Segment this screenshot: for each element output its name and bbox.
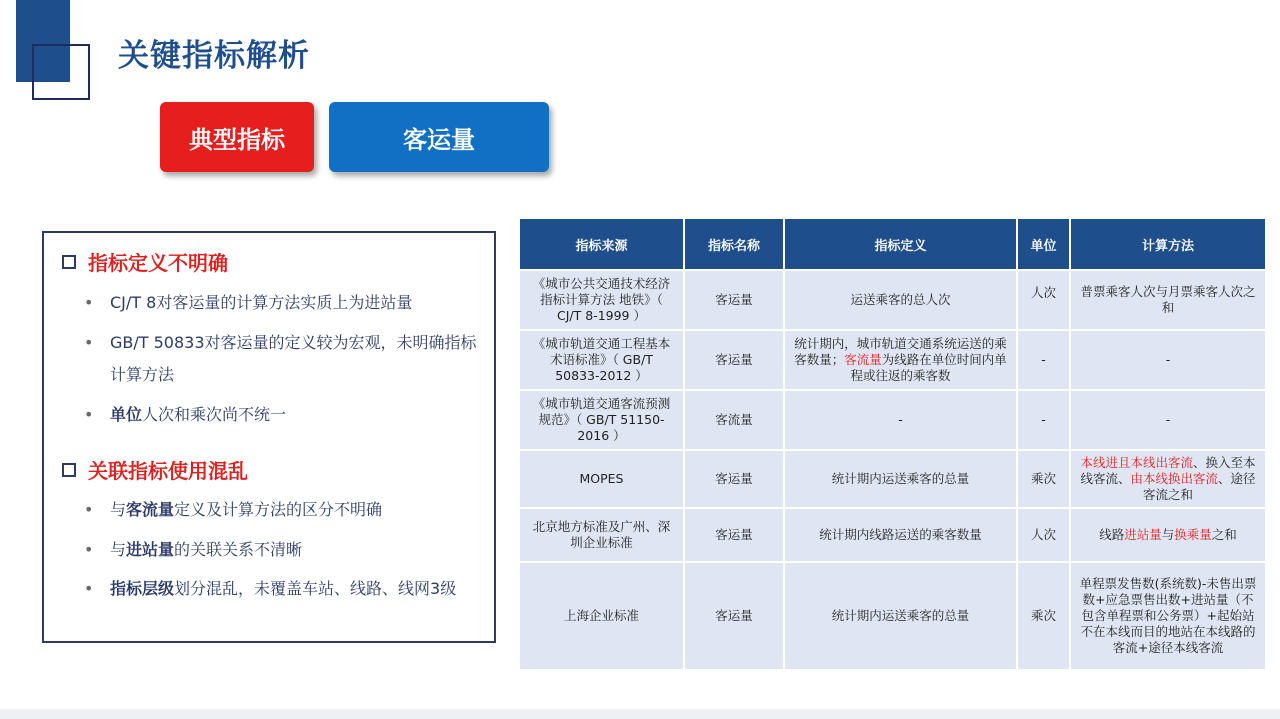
cell-source: 北京地方标准及广州、深圳企业标准 xyxy=(519,508,684,562)
cell-method: 单程票发售数(系统数)-未售出票数+应急票售出数+进站量（不包含单程票和公务票）+起始站不在本线而目的地站在本线路的客流+途径本线客流 xyxy=(1070,562,1266,670)
page-title: 关键指标解析 xyxy=(118,38,310,74)
cell-method: 普票乘客人次与月票乘客人次之和 xyxy=(1070,270,1266,330)
cell-source: 《城市轨道交通工程基本术语标准》（ GB/T 50833-2012 ） xyxy=(519,330,684,390)
cell-definition: - xyxy=(784,390,1017,450)
table-row xyxy=(519,562,1266,670)
cell-name: 客流量 xyxy=(684,390,784,450)
bullet-dot-icon: • xyxy=(84,579,94,598)
section-heading-related xyxy=(62,455,248,484)
indicator-name-tag: 客运量 xyxy=(329,102,549,172)
cell-unit: 人次 xyxy=(1017,270,1070,330)
table-row xyxy=(519,450,1266,508)
list-item: • 单位人次和乘次尚不统一 xyxy=(84,399,489,431)
cell-unit: - xyxy=(1017,390,1070,450)
indicator-comparison-table xyxy=(518,217,1267,671)
header-unit: 单位 xyxy=(1017,218,1070,270)
cell-definition: 统计期内运送乘客的总量 xyxy=(784,562,1017,670)
cell-source: MOPES xyxy=(519,450,684,508)
cell-unit: 乘次 xyxy=(1017,450,1070,508)
cell-name: 客运量 xyxy=(684,508,784,562)
table-row xyxy=(519,508,1266,562)
section-heading-definition xyxy=(62,247,228,276)
typical-indicator-tag: 典型指标 xyxy=(160,102,314,172)
bullet-dot-icon: • xyxy=(84,405,94,424)
cell-method: - xyxy=(1070,330,1266,390)
cell-source: 《城市轨道交通客流预测规范》（ GB/T 51150-2016 ） xyxy=(519,390,684,450)
cell-name: 客运量 xyxy=(684,450,784,508)
header-source: 指标来源 xyxy=(519,218,684,270)
cell-definition: 统计期内线路运送的乘客数量 xyxy=(784,508,1017,562)
list-item: • 指标层级划分混乱，未覆盖车站、线路、线网3级 xyxy=(84,573,489,605)
analysis-panel xyxy=(42,231,496,643)
table-header-row xyxy=(519,218,1266,270)
header-name: 指标名称 xyxy=(684,218,784,270)
cell-method: 线路进站量与换乘量之和 xyxy=(1070,508,1266,562)
bottom-bar xyxy=(0,709,1280,719)
bullet-dot-icon: • xyxy=(84,333,94,352)
cell-definition: 统计期内，城市轨道交通系统运送的乘客数量；客流量为线路在单位时间内单程或往返的乘客数 xyxy=(784,330,1017,390)
cell-unit: - xyxy=(1017,330,1070,390)
cell-method: 本线进且本线出客流、换入至本线客流、由本线换出客流、途径客流之和 xyxy=(1070,450,1266,508)
cell-unit: 乘次 xyxy=(1017,562,1070,670)
table-row xyxy=(519,330,1266,390)
bullet-dot-icon: • xyxy=(84,500,94,519)
bullet-dot-icon: • xyxy=(84,293,94,312)
cell-name: 客运量 xyxy=(684,270,784,330)
cell-definition: 统计期内运送乘客的总量 xyxy=(784,450,1017,508)
bullet-dot-icon: • xyxy=(84,540,94,559)
checkbox-square-icon xyxy=(62,255,76,269)
cell-source: 上海企业标准 xyxy=(519,562,684,670)
cell-source: 《城市公共交通技术经济指标计算方法 地铁》（ CJ/T 8-1999 ） xyxy=(519,270,684,330)
list-item: • 与进站量的关联关系不清晰 xyxy=(84,534,489,566)
cell-unit: 人次 xyxy=(1017,508,1070,562)
cell-definition: 运送乘客的总人次 xyxy=(784,270,1017,330)
list-item: • GB/T 50833对客运量的定义较为宏观，未明确指标计算方法 xyxy=(84,327,489,391)
header-method: 计算方法 xyxy=(1070,218,1266,270)
list-item: • 与客流量定义及计算方法的区分不明确 xyxy=(84,494,489,526)
section-heading-text: 指标定义不明确 xyxy=(88,251,228,275)
list-item: • CJ/T 8对客运量的计算方法实质上为进站量 xyxy=(84,287,489,319)
checkbox-square-icon xyxy=(62,463,76,477)
table-row xyxy=(519,270,1266,330)
cell-name: 客运量 xyxy=(684,330,784,390)
cell-method: - xyxy=(1070,390,1266,450)
section-heading-text: 关联指标使用混乱 xyxy=(88,459,248,483)
header-definition: 指标定义 xyxy=(784,218,1017,270)
table-row xyxy=(519,390,1266,450)
corner-decoration-outline xyxy=(32,44,90,100)
cell-name: 客运量 xyxy=(684,562,784,670)
